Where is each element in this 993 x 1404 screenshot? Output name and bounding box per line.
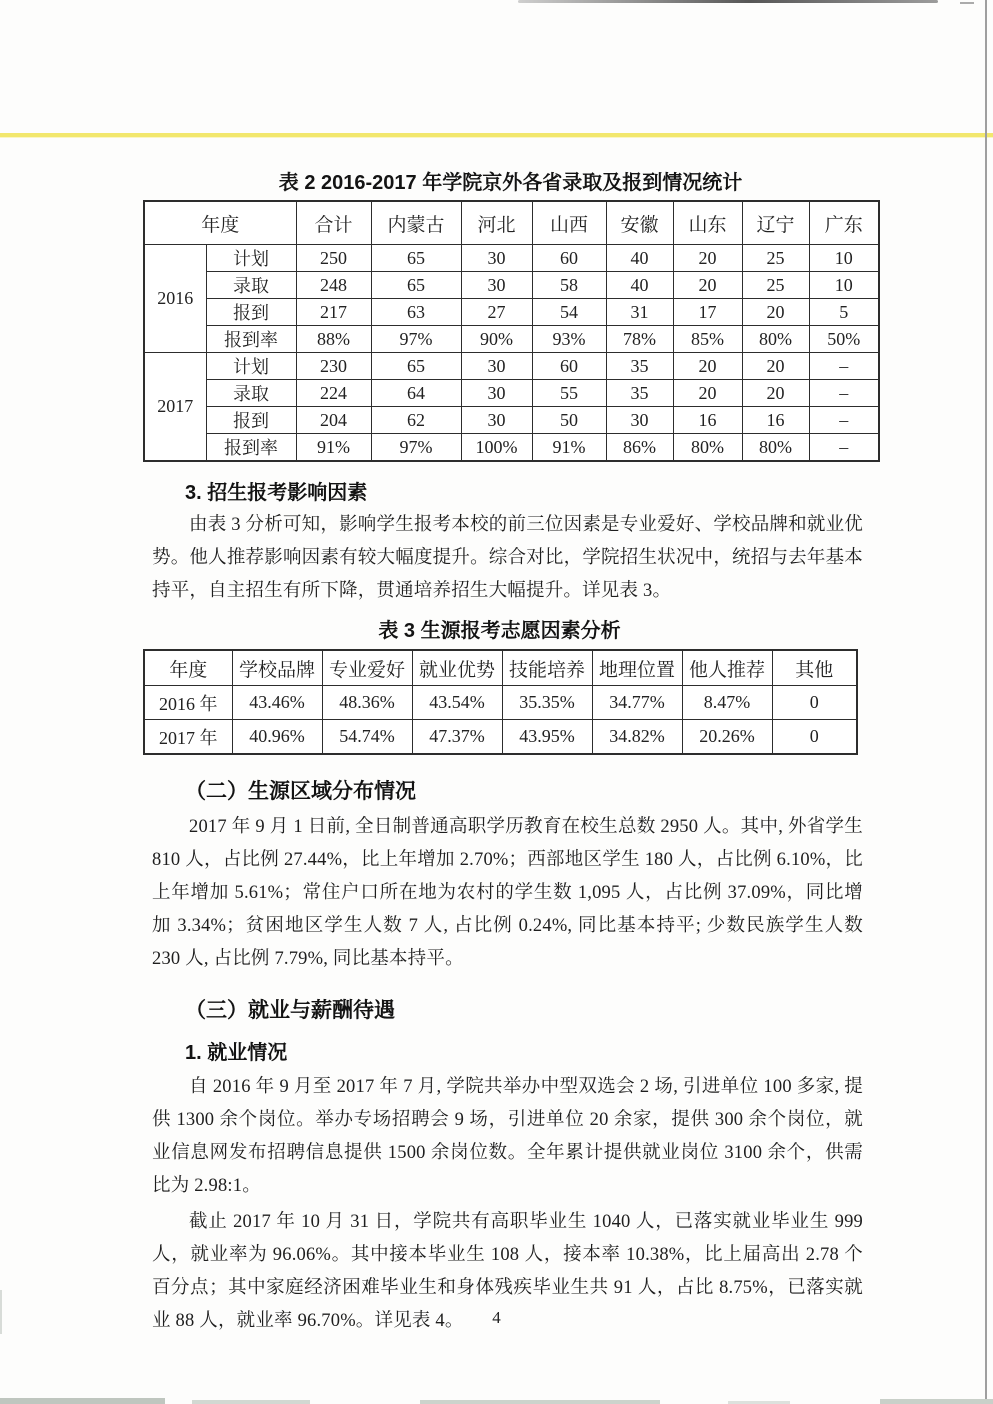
table2-data-cell: 27: [461, 299, 532, 326]
table2-data-cell: 88%: [296, 326, 371, 353]
table2-data-cell: 65: [371, 272, 461, 299]
table2-data-cell: 91%: [296, 434, 371, 462]
table2-data-cell: 10: [809, 272, 879, 299]
section-heading-factors: 3. 招生报考影响因素: [185, 482, 368, 504]
table2-data-cell: 20: [673, 380, 742, 407]
table2-title: 表 2 2016-2017 年学院京外各省录取及报到情况统计: [278, 172, 743, 194]
table2-row-label: 报到: [206, 407, 296, 434]
table2-header-cell: 合计: [296, 201, 371, 245]
table2-header-cell: 山西: [532, 201, 606, 245]
table3-data-cell: 54.74%: [322, 720, 412, 755]
table3-data-cell: 43.46%: [232, 686, 322, 720]
table2-row-label: 报到率: [206, 326, 296, 353]
page-number: 4: [492, 1308, 501, 1327]
table2-data-cell: 80%: [742, 434, 809, 462]
table3-data-cell: 35.35%: [502, 686, 592, 720]
paragraph-employment-1: 自 2016 年 9 月至 2017 年 7 月, 学院共举办中型双选会 2 场, 引进单位 100 多家, 提供 1300 余个岗位。举办专场招聘会 9 场，引进单位 20 余家，提供 300 余个岗位，就业信息网发布招聘信息提供 1500 余岗位数。全年累计提供就业岗位 3100 余个，供需比为 2.98:1。: [152, 1077, 863, 1196]
table3-header-cell: 专业爱好: [322, 650, 412, 686]
table3-row: [144, 720, 857, 755]
table2-data-cell: 65: [371, 245, 461, 272]
table2-row-label: 报到: [206, 299, 296, 326]
table2-data-cell: 10: [809, 245, 879, 272]
table3-header-cell: 地理位置: [592, 650, 682, 686]
table2-admissions-by-province: [143, 200, 880, 462]
section-heading-student-regions: （二）生源区域分布情况: [185, 780, 416, 803]
paragraph-student-regions: 2017 年 9 月 1 日前, 全日制普通高职学历教育在校生总数 2950 人。其中, 外省学生 810 人，占比例 27.44%，比上年增加 2.70%；西部地区学生 180 人，占比例 6.10%，比上年增加 5.61%；常住户口所在地为农村的学生数 1,095 人，占比例 37.09%，同比增加 3.34%；贫困地区学生人数 7 人, 占比例 0.24%, 同比基本持平; 少数民族学生人数 230 人, 占比例 7.79%, 同比基本持平。: [152, 817, 863, 969]
table2-data-cell: 20: [673, 272, 742, 299]
scan-edge-line-right: [985, 0, 987, 1404]
table2-data-cell: 5: [809, 299, 879, 326]
table2-data-cell: –: [809, 434, 879, 462]
table2-data-cell: 224: [296, 380, 371, 407]
table2-header-cell: 安徽: [606, 201, 673, 245]
table2-data-cell: 90%: [461, 326, 532, 353]
table2-row-label: 计划: [206, 245, 296, 272]
table2-data-cell: 60: [532, 245, 606, 272]
scan-artifact-bottom: [420, 1400, 660, 1404]
table2-data-cell: 60: [532, 353, 606, 380]
table2-data-cell: –: [809, 380, 879, 407]
table2-row-label: 计划: [206, 353, 296, 380]
table2-data-cell: 64: [371, 380, 461, 407]
table2-data-cell: 97%: [371, 326, 461, 353]
table2-data-cell: 17: [673, 299, 742, 326]
table3-title: 表 3 生源报考志愿因素分析: [378, 620, 621, 642]
table2-data-cell: 100%: [461, 434, 532, 462]
table2-data-cell: 20: [742, 299, 809, 326]
table3-data-cell: 0: [772, 686, 857, 720]
table2-data-cell: 30: [461, 272, 532, 299]
table2-data-cell: 20: [742, 380, 809, 407]
table2-data-cell: 97%: [371, 434, 461, 462]
paragraph-employment-2: 截止 2017 年 10 月 31 日，学院共有高职毕业生 1040 人，已落实就业毕业生 999 人，就业率为 96.06%。其中接本毕业生 108 人，接本率 10.38%，比上届高出 2.78 个百分点；其中家庭经济困难毕业生和身体残疾毕业生共 91 人，占比 8.75%，已落实就业 88 人，就业率 96.70%。详见表 4。: [152, 1212, 863, 1331]
table3-header-cell: 就业优势: [412, 650, 502, 686]
table2-data-cell: 40: [606, 245, 673, 272]
table2-row: [144, 245, 879, 272]
table2-data-cell: 85%: [673, 326, 742, 353]
scan-artifact-bottom: [192, 1400, 310, 1404]
sub-heading-employment: 1. 就业情况: [185, 1042, 288, 1064]
page-content: [143, 0, 883, 1338]
table2-data-cell: 20: [673, 245, 742, 272]
table2-data-cell: 58: [532, 272, 606, 299]
table2-row: [144, 353, 879, 380]
table3-data-cell: 20.26%: [682, 720, 772, 755]
table2-header-year: 年度: [144, 201, 296, 245]
table2-data-cell: 20: [742, 353, 809, 380]
table3-header-cell: 其他: [772, 650, 857, 686]
table2-row: [144, 380, 879, 407]
table3-data-cell: 34.82%: [592, 720, 682, 755]
table2-data-cell: 25: [742, 272, 809, 299]
table3-header-cell: 他人推荐: [682, 650, 772, 686]
table3-row: [144, 686, 857, 720]
table2-data-cell: 62: [371, 407, 461, 434]
table3-application-factors: [143, 649, 858, 755]
table3-header-cell: 技能培养: [502, 650, 592, 686]
table2-data-cell: 31: [606, 299, 673, 326]
table2-row-label: 录取: [206, 380, 296, 407]
table2-data-cell: 50: [532, 407, 606, 434]
table2-data-cell: 250: [296, 245, 371, 272]
table2-data-cell: 25: [742, 245, 809, 272]
table2-row-label: 报到率: [206, 434, 296, 462]
table2-data-cell: 91%: [532, 434, 606, 462]
table2-data-cell: 80%: [742, 326, 809, 353]
table2-year-cell: 2016: [144, 245, 206, 353]
table2-data-cell: 35: [606, 380, 673, 407]
table2-data-cell: 230: [296, 353, 371, 380]
table2-data-cell: 55: [532, 380, 606, 407]
table2-row: [144, 434, 879, 462]
table2-data-cell: 16: [742, 407, 809, 434]
table2-data-cell: 248: [296, 272, 371, 299]
table2-data-cell: 20: [673, 353, 742, 380]
table3-year-cell: 2016 年: [144, 686, 232, 720]
table2-data-cell: 65: [371, 353, 461, 380]
table2-data-cell: –: [809, 353, 879, 380]
table2-header-cell: 广东: [809, 201, 879, 245]
table2-header-cell: 河北: [461, 201, 532, 245]
section-heading-employment-salary: （三）就业与薪酬待遇: [185, 999, 395, 1022]
paragraph-factors: 由表 3 分析可知，影响学生报考本校的前三位因素是专业爱好、学校品牌和就业优势。他人推荐影响因素有较大幅度提升。综合对比，学院招生状况中，统招与去年基本持平，自主招生有所下降，贯通培养招生大幅提升。详见表 3。: [152, 515, 863, 601]
table3-data-cell: 34.77%: [592, 686, 682, 720]
table3-year-cell: 2017 年: [144, 720, 232, 755]
table3-data-cell: 43.95%: [502, 720, 592, 755]
scan-artifact-top-tick: [960, 2, 974, 4]
table2-row-label: 录取: [206, 272, 296, 299]
table3-data-cell: 48.36%: [322, 686, 412, 720]
table3-header-cell: 年度: [144, 650, 232, 686]
scan-artifact-bottom: [0, 1398, 165, 1404]
table2-data-cell: 40: [606, 272, 673, 299]
table3-data-cell: 0: [772, 720, 857, 755]
table2-data-cell: 54: [532, 299, 606, 326]
table2-data-cell: 30: [461, 407, 532, 434]
table2-header-cell: 内蒙古: [371, 201, 461, 245]
table2-header-cell: 辽宁: [742, 201, 809, 245]
table2-row: [144, 299, 879, 326]
table2-data-cell: 93%: [532, 326, 606, 353]
table3-data-cell: 8.47%: [682, 686, 772, 720]
table2-data-cell: 30: [461, 353, 532, 380]
table2-data-cell: 30: [606, 407, 673, 434]
table2-data-cell: 80%: [673, 434, 742, 462]
table2-row: [144, 407, 879, 434]
table2-year-cell: 2017: [144, 353, 206, 462]
table3-data-cell: 43.54%: [412, 686, 502, 720]
table2-data-cell: 204: [296, 407, 371, 434]
table2-data-cell: –: [809, 407, 879, 434]
table2-header-cell: 山东: [673, 201, 742, 245]
table2-data-cell: 217: [296, 299, 371, 326]
table2-data-cell: 86%: [606, 434, 673, 462]
table2-data-cell: 78%: [606, 326, 673, 353]
table2-data-cell: 30: [461, 380, 532, 407]
scan-artifact-bottom: [880, 1399, 993, 1404]
table2-data-cell: 16: [673, 407, 742, 434]
table3-header-cell: 学校品牌: [232, 650, 322, 686]
table2-row: [144, 272, 879, 299]
table3-data-cell: 40.96%: [232, 720, 322, 755]
table3-data-cell: 47.37%: [412, 720, 502, 755]
table2-data-cell: 63: [371, 299, 461, 326]
table2-data-cell: 35: [606, 353, 673, 380]
table2-data-cell: 30: [461, 245, 532, 272]
table2-data-cell: 50%: [809, 326, 879, 353]
table2-row: [144, 326, 879, 353]
